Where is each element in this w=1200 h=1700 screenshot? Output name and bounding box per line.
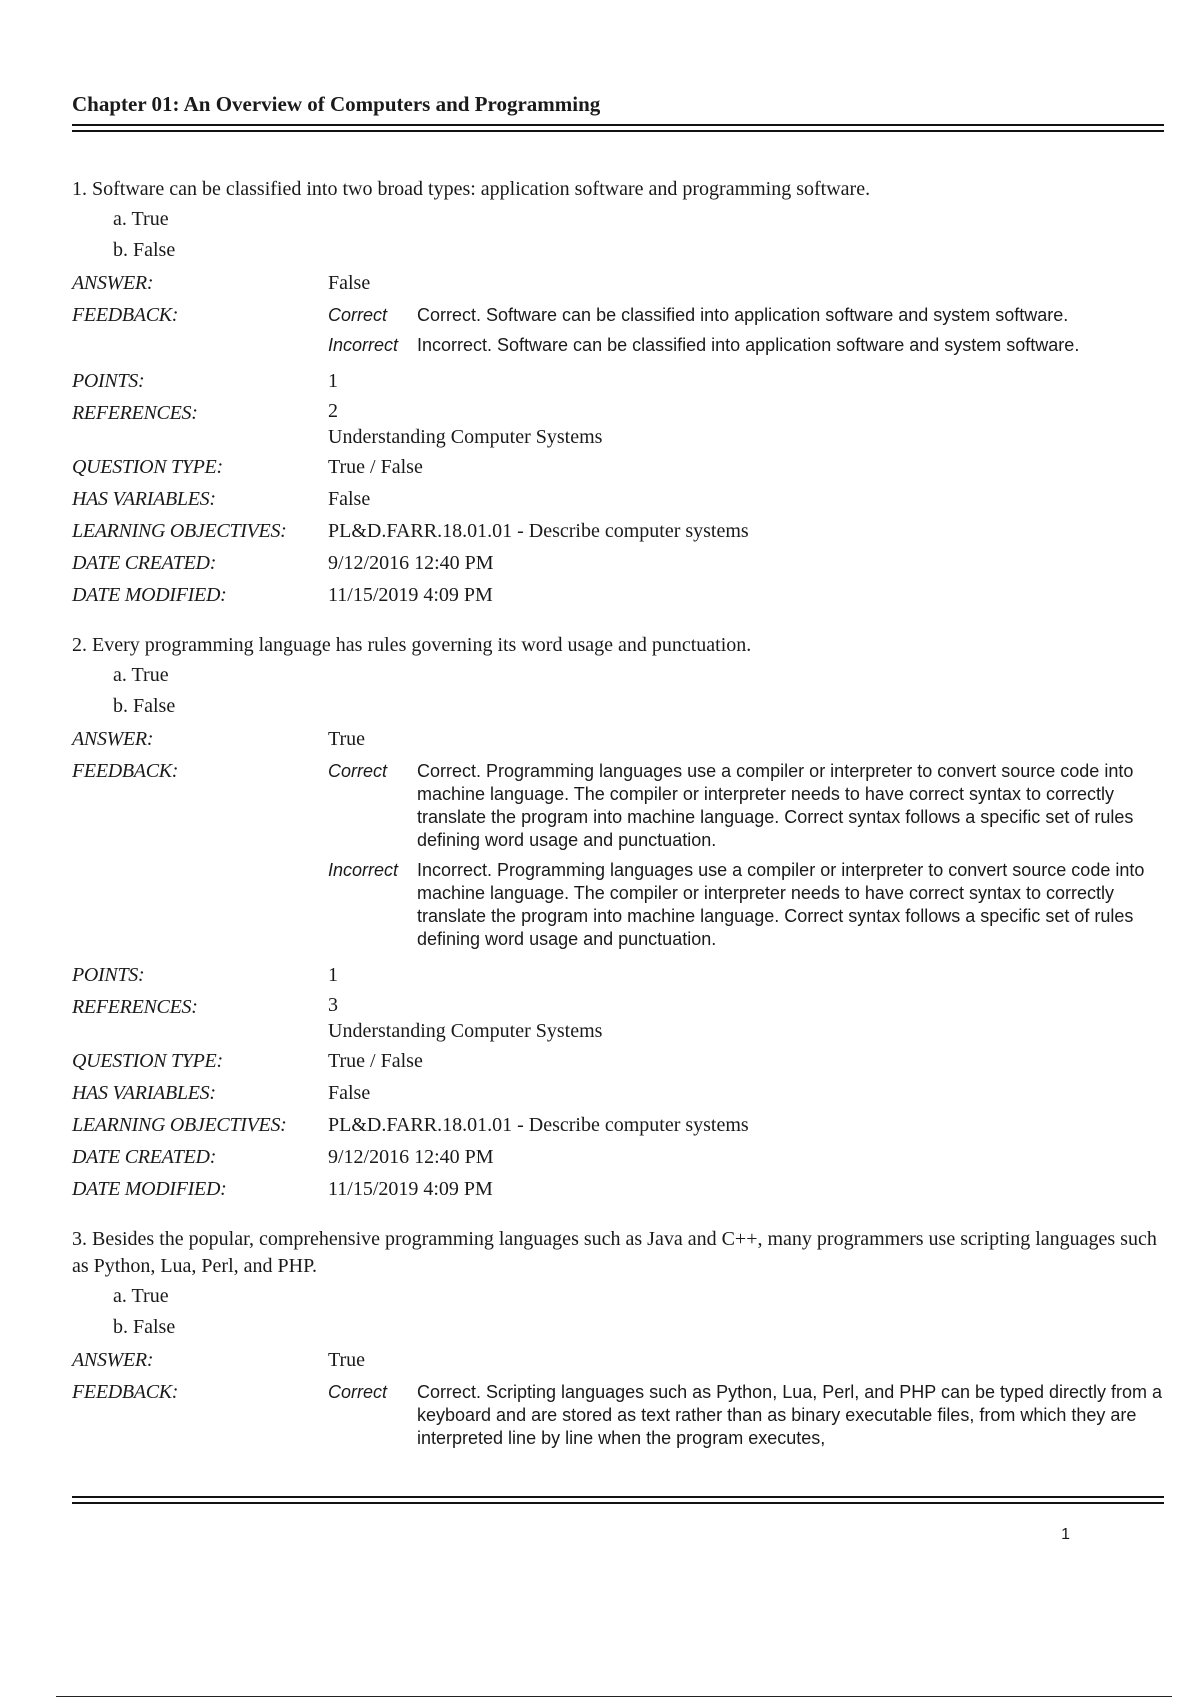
points-label: POINTS: — [72, 370, 145, 392]
feedback-row — [72, 1377, 1164, 1457]
feedback-incorrect — [328, 859, 1164, 951]
feedback-block — [328, 300, 1164, 364]
choice-false: b. False — [113, 1316, 176, 1338]
date-created-value: 9/12/2016 12:40 PM — [328, 552, 494, 574]
choice-list — [72, 660, 1164, 722]
date-modified-row — [72, 1174, 1164, 1204]
feedback-incorrect-text: Incorrect. Programming languages use a compiler or interpreter to convert source code into machine language. The compiler or interpreter needs to have correct syntax to correctly translate the program into machine language. Correct syntax follows a specific set of rules defining word usage and punctuation. — [417, 860, 1145, 949]
feedback-correct-text: Correct. Programming languages use a compiler or interpreter to convert source code into machine language. The compiler or interpreter needs to have correct syntax to correctly translate the program into machine language. Correct syntax follows a specific set of rules defining word usage and punctuation. — [417, 761, 1134, 850]
learning-objectives-value: PL&D.FARR.18.01.01 - Describe computer systems — [328, 520, 749, 542]
has-variables-label: HAS VARIABLES: — [72, 1082, 216, 1104]
question-1 — [72, 176, 1164, 610]
has-variables-value: False — [328, 488, 371, 510]
answer-row — [72, 1345, 1164, 1375]
date-created-row — [72, 1142, 1164, 1172]
answer-label: ANSWER: — [72, 272, 154, 294]
feedback-row — [72, 300, 1164, 364]
points-label: POINTS: — [72, 964, 145, 986]
feedback-correct — [328, 304, 1164, 327]
points-value: 1 — [328, 964, 338, 986]
choice-true: a. True — [113, 1285, 169, 1307]
reference-page: 3 — [328, 994, 338, 1016]
page-number: 1 — [1061, 1526, 1070, 1543]
references-label: REFERENCES: — [72, 996, 198, 1018]
feedback-incorrect-label: Incorrect — [328, 335, 399, 355]
question-type-value: True / False — [328, 1050, 423, 1072]
answer-row — [72, 268, 1164, 298]
has-variables-value: False — [328, 1082, 371, 1104]
date-modified-value: 11/15/2019 4:09 PM — [328, 1178, 493, 1200]
references-row — [72, 398, 1164, 450]
answer-value: False — [328, 272, 371, 294]
points-row — [72, 366, 1164, 396]
reference-topic: Understanding Computer Systems — [328, 1020, 603, 1042]
feedback-block — [328, 756, 1164, 958]
question-type-label: QUESTION TYPE: — [72, 456, 223, 478]
date-modified-label: DATE MODIFIED: — [72, 584, 227, 606]
feedback-label: FEEDBACK: — [72, 1381, 179, 1403]
feedback-incorrect — [328, 334, 1164, 357]
question-type-row — [72, 1046, 1164, 1076]
footer-rule — [72, 1496, 1164, 1504]
date-created-label: DATE CREATED: — [72, 1146, 217, 1168]
feedback-correct-text: Correct. Software can be classified into application software and system software. — [417, 305, 1069, 325]
chapter-title: Chapter 01: An Overview of Computers and Programming — [72, 92, 601, 116]
feedback-correct-label: Correct — [328, 305, 388, 325]
date-modified-row — [72, 580, 1164, 610]
answer-label: ANSWER: — [72, 728, 154, 750]
feedback-row — [72, 756, 1164, 958]
feedback-incorrect-label: Incorrect — [328, 860, 399, 880]
points-row — [72, 960, 1164, 990]
date-created-label: DATE CREATED: — [72, 552, 217, 574]
answer-label: ANSWER: — [72, 1349, 154, 1371]
feedback-block — [328, 1377, 1164, 1457]
question-2 — [72, 632, 1164, 1204]
feedback-correct — [328, 760, 1164, 852]
points-value: 1 — [328, 370, 338, 392]
question-type-label: QUESTION TYPE: — [72, 1050, 223, 1072]
feedback-correct — [328, 1381, 1164, 1450]
feedback-correct-label: Correct — [328, 761, 388, 781]
answer-row — [72, 724, 1164, 754]
choice-list — [72, 204, 1164, 266]
date-modified-value: 11/15/2019 4:09 PM — [328, 584, 493, 606]
header-rule — [72, 124, 1164, 132]
reference-page: 2 — [328, 400, 338, 422]
question-text: 1. Software can be classified into two broad types: application software and programming software. — [72, 178, 871, 200]
choice-false: b. False — [113, 239, 176, 261]
date-created-row — [72, 548, 1164, 578]
has-variables-label: HAS VARIABLES: — [72, 488, 216, 510]
has-variables-row — [72, 1078, 1164, 1108]
feedback-incorrect-text: Incorrect. Software can be classified into application software and system software. — [417, 335, 1080, 355]
feedback-label: FEEDBACK: — [72, 760, 179, 782]
references-label: REFERENCES: — [72, 402, 198, 424]
question-text: 2. Every programming language has rules governing its word usage and punctuation. — [72, 634, 752, 656]
references-value — [328, 398, 1164, 450]
choice-list — [72, 1281, 1164, 1343]
learning-objectives-label: LEARNING OBJECTIVES: — [72, 520, 287, 542]
page-bottom-edge — [56, 1696, 1172, 1697]
references-row — [72, 992, 1164, 1044]
question-type-value: True / False — [328, 456, 423, 478]
choice-true: a. True — [113, 664, 169, 686]
has-variables-row — [72, 484, 1164, 514]
question-3 — [72, 1226, 1164, 1457]
references-value — [328, 992, 1164, 1044]
reference-topic: Understanding Computer Systems — [328, 426, 603, 448]
answer-value: True — [328, 728, 366, 750]
feedback-label: FEEDBACK: — [72, 304, 179, 326]
answer-value: True — [328, 1349, 366, 1371]
date-created-value: 9/12/2016 12:40 PM — [328, 1146, 494, 1168]
learning-objectives-row — [72, 1110, 1164, 1140]
question-text: 3. Besides the popular, comprehensive programming languages such as Java and C++, many programmers use scripting languages such as Python, Lua, Perl, and PHP. — [72, 1228, 1157, 1277]
question-type-row — [72, 452, 1164, 482]
document-page — [72, 0, 1164, 1700]
choice-true: a. True — [113, 208, 169, 230]
date-modified-label: DATE MODIFIED: — [72, 1178, 227, 1200]
feedback-correct-label: Correct — [328, 1382, 388, 1402]
feedback-correct-text: Correct. Scripting languages such as Python, Lua, Perl, and PHP can be typed directly from a keyboard and are stored as text rather than as binary executable files, from which they are interpreted line by line when the program executes, — [417, 1382, 1163, 1448]
question-list — [72, 176, 1164, 1479]
learning-objectives-label: LEARNING OBJECTIVES: — [72, 1114, 287, 1136]
learning-objectives-row — [72, 516, 1164, 546]
learning-objectives-value: PL&D.FARR.18.01.01 - Describe computer systems — [328, 1114, 749, 1136]
choice-false: b. False — [113, 695, 176, 717]
